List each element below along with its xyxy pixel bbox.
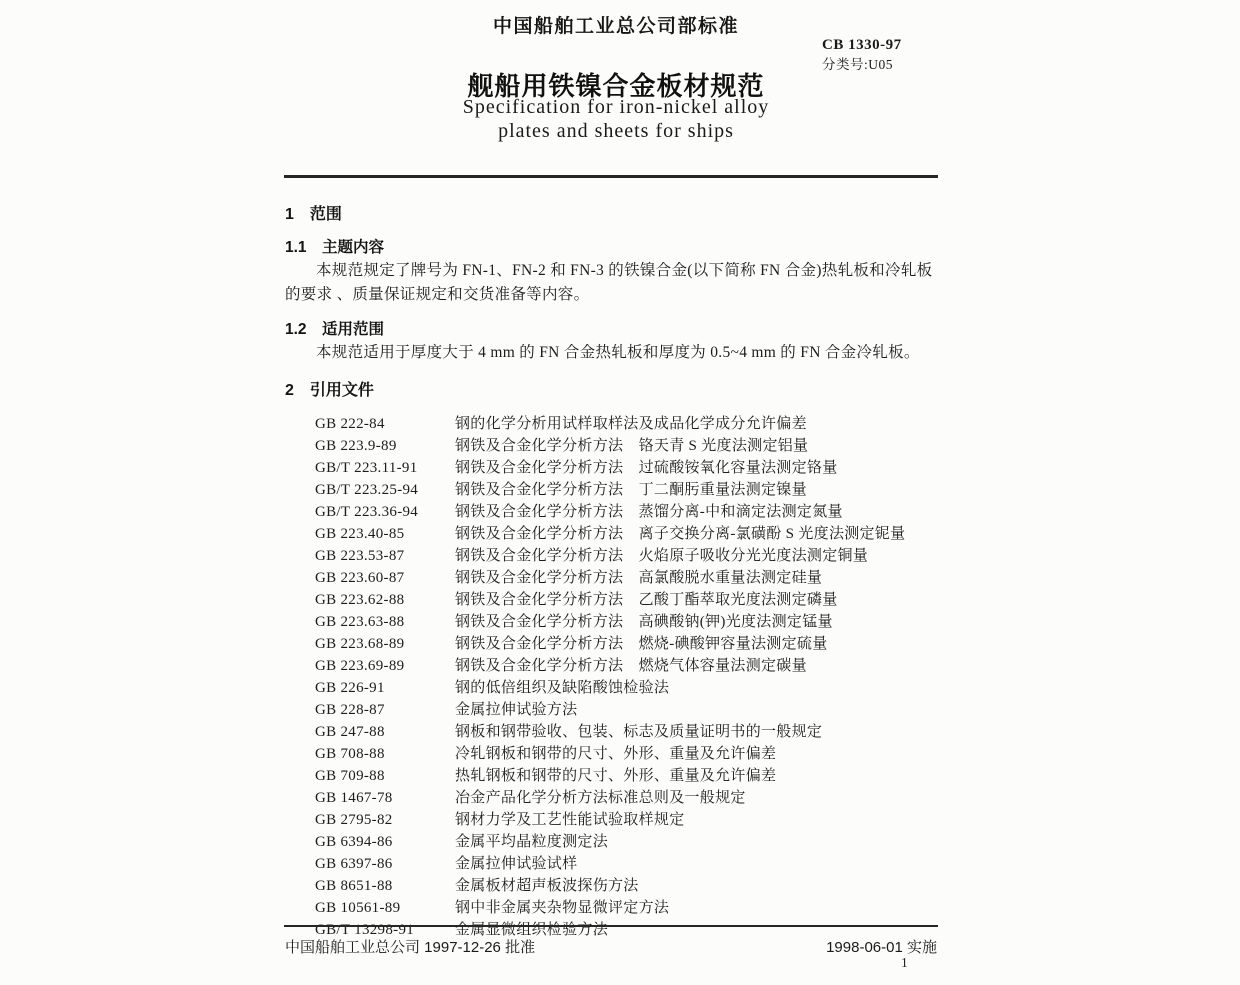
reference-description: 钢铁及合金化学分析方法 乙酸丁酯萃取光度法测定磷量	[455, 592, 838, 608]
document-footer	[285, 936, 937, 957]
reference-code: GB 8651-88	[315, 878, 393, 894]
reference-description: 钢铁及合金化学分析方法 蒸馏分离-中和滴定法测定氮量	[455, 504, 843, 520]
reference-code: GB 6394-86	[315, 834, 393, 850]
reference-item	[315, 743, 943, 765]
reference-item	[315, 589, 943, 611]
reference-description: 金属拉伸试验方法	[455, 702, 578, 718]
reference-item	[315, 655, 943, 677]
reference-code: GB 223.69-89	[315, 658, 405, 674]
standard-number: CB 1330-97	[822, 37, 902, 53]
reference-code: GB 2795-82	[315, 812, 393, 828]
reference-list	[315, 413, 943, 941]
reference-description: 钢铁及合金化学分析方法 过硫酸铵氧化容量法测定铬量	[455, 460, 838, 476]
section-1-1-paragraph: 本规范规定了牌号为 FN-1、FN-2 和 FN-3 的铁镍合金(以下简称 FN 合金)热轧板和冷轧板的要求 、质量保证规定和交货准备等内容。	[285, 262, 933, 303]
reference-item	[315, 501, 943, 523]
reference-code: GB 6397-86	[315, 856, 393, 872]
reference-description: 金属显微组织检验方法	[455, 922, 609, 938]
page-number: 1	[901, 955, 908, 970]
reference-code: GB 247-88	[315, 724, 385, 740]
implementation-statement: 1998-06-01 实施	[826, 939, 937, 956]
section-1-2-paragraph: 本规范适用于厚度大于 4 mm 的 FN 合金热轧板和厚度为 0.5~4 mm 的 FN 合金冷轧板。	[316, 344, 920, 361]
document-title-en-line1: Specification for iron-nickel alloy	[462, 96, 770, 118]
section-1-1-heading: 1.1 主题内容	[285, 239, 385, 256]
reference-code: GB 223.9-89	[315, 438, 397, 454]
reference-code: GB 10561-89	[315, 900, 401, 916]
reference-code: GB 223.68-89	[315, 636, 405, 652]
section-1-heading: 1 范围	[285, 206, 342, 223]
reference-code: GB 223.62-88	[315, 592, 405, 608]
footer-divider	[284, 925, 938, 927]
reference-code: GB 1467-78	[315, 790, 393, 806]
document-title-cn: 舰船用铁镍合金板材规范	[467, 71, 765, 101]
reference-description: 钢的化学分析用试样取样法及成品化学成分允许偏差	[455, 416, 807, 432]
reference-item	[315, 677, 943, 699]
reference-item	[315, 699, 943, 721]
reference-description: 冶金产品化学分析方法标准总则及一般规定	[455, 790, 746, 806]
reference-description: 钢铁及合金化学分析方法 燃烧-碘酸钾容量法测定硫量	[455, 636, 828, 652]
reference-description: 钢铁及合金化学分析方法 铬天青 S 光度法测定铝量	[455, 438, 809, 454]
reference-code: GB 223.53-87	[315, 548, 405, 564]
reference-description: 金属板材超声板波探伤方法	[455, 878, 639, 894]
reference-code: GB 222-84	[315, 416, 385, 432]
reference-item	[315, 633, 943, 655]
reference-description: 钢板和钢带验收、包装、标志及质量证明书的一般规定	[455, 724, 823, 740]
reference-code: GB 226-91	[315, 680, 385, 696]
reference-description: 钢铁及合金化学分析方法 高氯酸脱水重量法测定硅量	[455, 570, 823, 586]
reference-item	[315, 831, 943, 853]
header-divider	[284, 175, 938, 178]
reference-item	[315, 479, 943, 501]
reference-code: GB 709-88	[315, 768, 385, 784]
reference-description: 金属拉伸试验试样	[455, 856, 578, 872]
reference-item	[315, 721, 943, 743]
reference-description: 钢铁及合金化学分析方法 丁二酮肟重量法测定镍量	[455, 482, 807, 498]
reference-item	[315, 457, 943, 479]
reference-item	[315, 611, 943, 633]
reference-code: GB 223.60-87	[315, 570, 405, 586]
reference-item	[315, 875, 943, 897]
reference-item	[315, 853, 943, 875]
document-body	[285, 197, 943, 941]
reference-item	[315, 897, 943, 919]
reference-description: 钢的低倍组织及缺陷酸蚀检验法	[455, 680, 670, 696]
reference-item	[315, 435, 943, 457]
reference-description: 钢铁及合金化学分析方法 燃烧气体容量法测定碳量	[455, 658, 807, 674]
reference-item	[315, 765, 943, 787]
reference-description: 钢中非金属夹杂物显微评定方法	[455, 900, 670, 916]
reference-description: 钢铁及合金化学分析方法 高碘酸钠(钾)光度法测定锰量	[455, 614, 833, 630]
reference-description: 冷轧钢板和钢带的尺寸、外形、重量及允许偏差	[455, 746, 777, 762]
reference-item	[315, 567, 943, 589]
reference-description: 钢材力学及工艺性能试验取样规定	[455, 812, 685, 828]
reference-item	[315, 809, 943, 831]
section-2-heading: 2 引用文件	[285, 382, 374, 399]
reference-code: GB/T 13298-91	[315, 922, 415, 938]
section-1-2-heading: 1.2 适用范围	[285, 321, 385, 338]
reference-description: 钢铁及合金化学分析方法 离子交换分离-氯磺酚 S 光度法测定铌量	[455, 526, 906, 542]
org-standard-label: 中国船舶工业总公司部标准	[492, 16, 739, 37]
reference-code: GB/T 223.25-94	[315, 482, 419, 498]
reference-item	[315, 545, 943, 567]
reference-code: GB/T 223.11-91	[315, 460, 418, 476]
reference-code: GB 708-88	[315, 746, 385, 762]
reference-item	[315, 413, 943, 435]
classification-number: 分类号:U05	[822, 57, 893, 72]
reference-code: GB 223.40-85	[315, 526, 405, 542]
approval-statement: 中国船舶工业总公司 1997-12-26 批准	[285, 939, 536, 956]
reference-description: 热轧钢板和钢带的尺寸、外形、重量及允许偏差	[455, 768, 777, 784]
reference-item	[315, 787, 943, 809]
reference-description: 钢铁及合金化学分析方法 火焰原子吸收分光光度法测定铜量	[455, 548, 869, 564]
document-title-en-line2: plates and sheets for ships	[498, 120, 734, 142]
reference-code: GB 223.63-88	[315, 614, 405, 630]
reference-item	[315, 523, 943, 545]
reference-code: GB 228-87	[315, 702, 385, 718]
reference-code: GB/T 223.36-94	[315, 504, 419, 520]
reference-description: 金属平均晶粒度测定法	[455, 834, 609, 850]
